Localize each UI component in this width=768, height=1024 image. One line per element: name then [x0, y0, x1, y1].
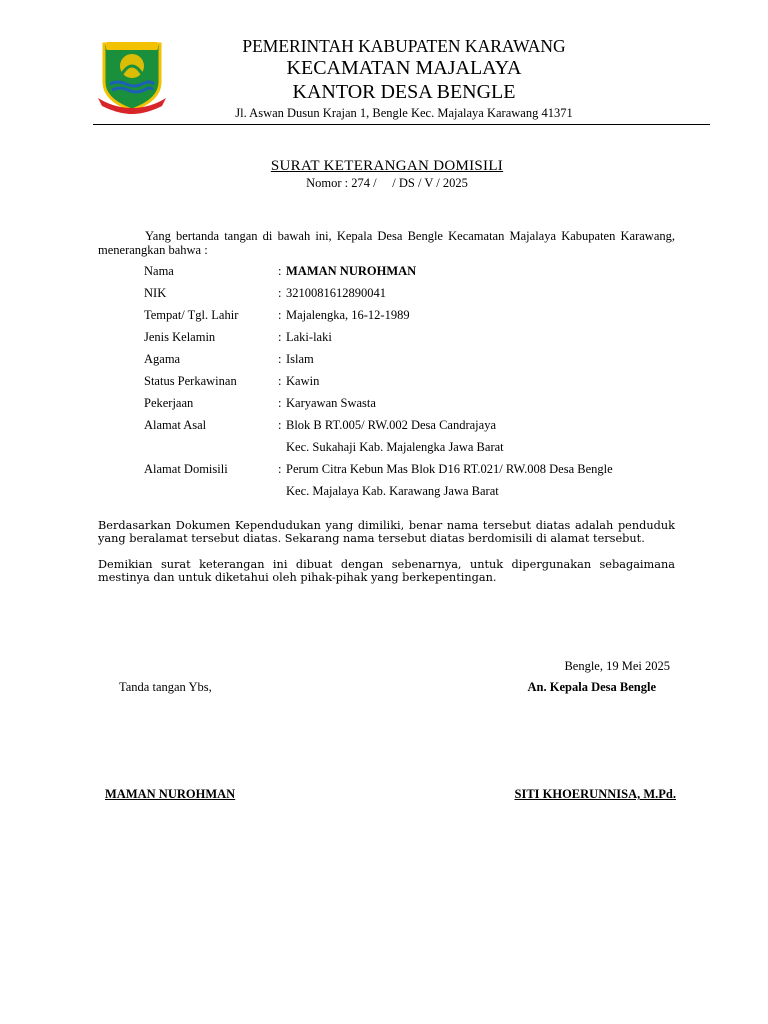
field-value-line2: Kec. Sukahaji Kab. Majalengka Jawa Barat [286, 440, 504, 454]
field-label: Status Perkawinan [144, 374, 237, 388]
field-value: Blok B RT.005/ RW.002 Desa Candrajaya [286, 418, 496, 432]
signature-left-name: MAMAN NUROHMAN [105, 787, 236, 801]
field-colon: : [278, 330, 282, 344]
document-title [96, 157, 678, 175]
signature-place-date: Bengle, 19 Mei 2025 [564, 659, 670, 673]
field-colon: : [278, 418, 282, 432]
field-colon: : [278, 396, 282, 410]
field-label: Pekerjaan [144, 396, 194, 410]
field-colon: : [278, 264, 282, 278]
field-value: 3210081612890041 [286, 286, 386, 300]
field-value: MAMAN NUROHMAN [286, 264, 417, 278]
karawang-regency-emblem-icon [96, 38, 168, 114]
field-value: Perum Citra Kebun Mas Blok D16 RT.021/ RW.008 Desa Bengle [286, 462, 613, 476]
field-value-line2: Kec. Majalaya Kab. Karawang Jawa Barat [286, 484, 499, 498]
field-label: Nama [144, 264, 174, 278]
field-label: Tempat/ Tgl. Lahir [144, 308, 239, 322]
signature-right-name: SITI KHOERUNNISA, M.Pd. [514, 787, 676, 801]
signature-left-label: Tanda tangan Ybs, [119, 680, 212, 694]
letterhead-address: Jl. Aswan Dusun Krajan 1, Bengle Kec. Majalaya Karawang 41371 [235, 106, 573, 120]
field-colon: : [278, 286, 282, 300]
document-number: Nomor : 274 / / DS / V / 2025 [306, 176, 468, 190]
field-label: Agama [144, 352, 181, 366]
closing-paragraph: Demikian surat keterangan ini dibuat dengan sebenarnya, untuk dipergunakan sebagaimana mestinya dan untuk diketahui oleh pihak-pihak yang berkepentingan. [98, 558, 675, 584]
field-row-domicile-address [144, 462, 684, 502]
field-row-origin-address [144, 418, 684, 458]
field-colon: : [278, 374, 282, 388]
field-value: Laki-laki [286, 330, 332, 344]
field-colon: : [278, 308, 282, 322]
letterhead-government-line: PEMERINTAH KABUPATEN KARAWANG [242, 36, 566, 56]
letterhead-district-line: KECAMATAN MAJALAYA [286, 57, 522, 79]
intro-paragraph: Yang bertanda tangan di bawah ini, Kepala Desa Bengle Kecamatan Majalaya Kabupaten Karawang, menerangkan bahwa : [98, 229, 675, 257]
signature-right-label: An. Kepala Desa Bengle [527, 680, 656, 694]
field-label: Alamat Asal [144, 418, 207, 432]
document-title-text: SURAT KETERANGAN DOMISILI [270, 158, 504, 174]
field-colon: : [278, 352, 282, 366]
letterhead-divider [93, 124, 710, 125]
field-label: Jenis Kelamin [144, 330, 216, 344]
field-value: Kawin [286, 374, 320, 388]
field-colon: : [278, 462, 282, 476]
statement-paragraph: Berdasarkan Dokumen Kependudukan yang dimiliki, benar nama tersebut diatas adalah penduduk yang beralamat tersebut diatas. Sekarang nama tersebut diatas berdomisili di alamat tersebut. [98, 519, 675, 545]
field-value: Islam [286, 352, 314, 366]
field-value: Majalengka, 16-12-1989 [286, 308, 410, 322]
letterhead-office-line: KANTOR DESA BENGLE [292, 81, 516, 103]
field-label: Alamat Domisili [144, 462, 228, 476]
field-label: NIK [144, 286, 167, 300]
field-value: Karyawan Swasta [286, 396, 376, 410]
regency-emblem-logo [96, 38, 168, 114]
